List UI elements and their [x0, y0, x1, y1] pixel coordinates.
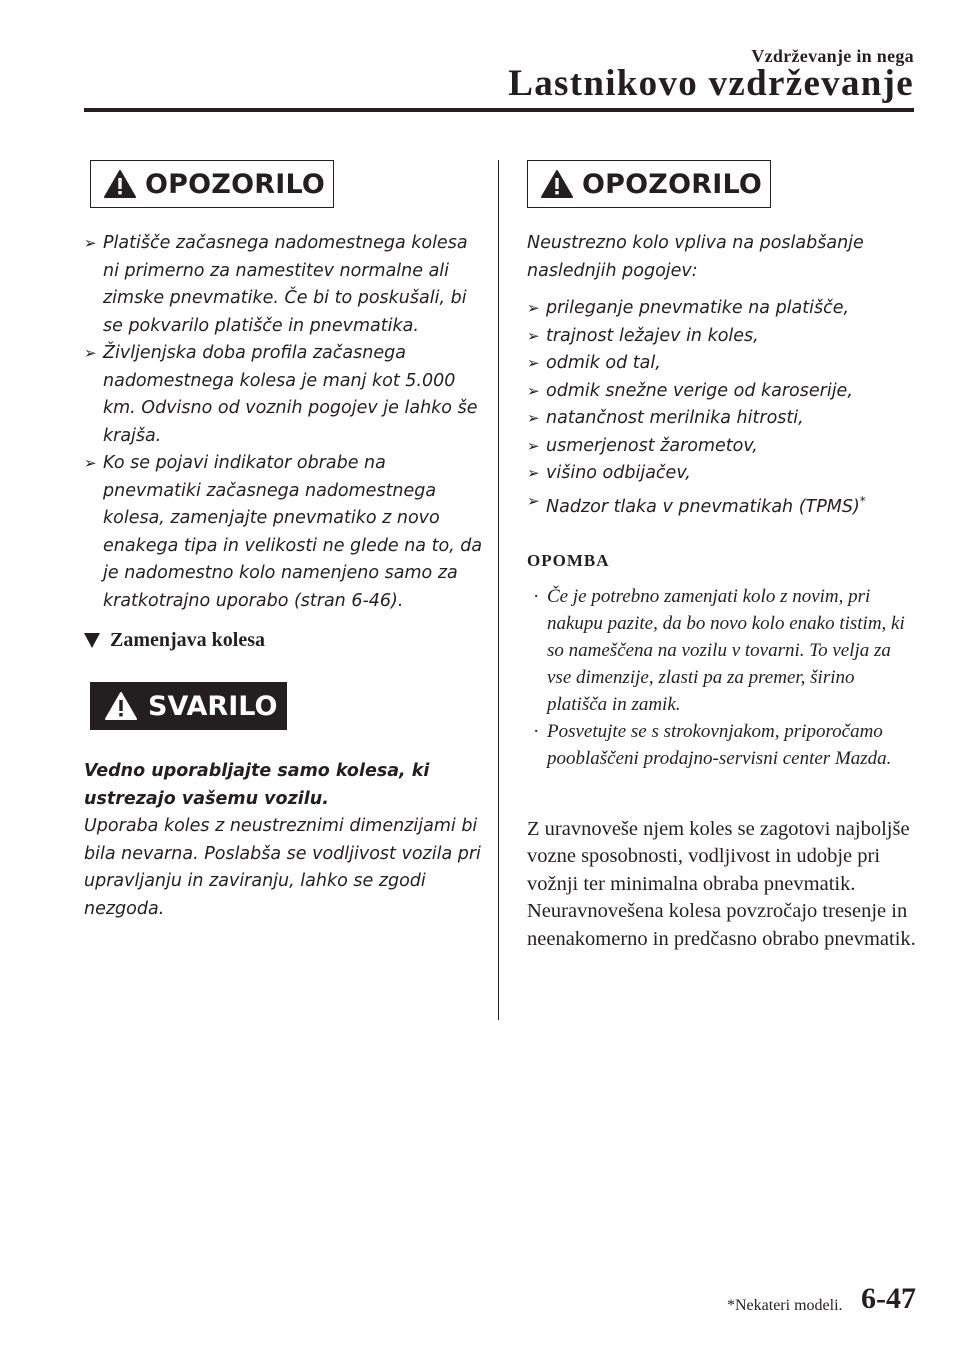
- note-item: · Posvetujte se s strokovnjakom, priporočamo pooblaščeni prodajno-servisni center Mazda.: [527, 718, 917, 772]
- warning-list: [84, 230, 484, 615]
- warning-triangle-icon: [103, 169, 137, 199]
- warning-triangle-icon: [540, 169, 574, 199]
- list-item: ➢ Ko se pojavi indikator obrabe na pnevmatiki začasnega nadomestnega kolesa, zamenjajte pnevmatiko z novo enakega tipa in velikosti ne glede na to, da je nadomestno kolo namenjeno samo za kratkotrajno uporabo (stran 6-46).: [84, 450, 484, 615]
- header-rule: [84, 108, 914, 112]
- arrow-bullet-icon: ➢: [527, 409, 540, 427]
- warning-box: [90, 160, 334, 208]
- arrow-bullet-icon: ➢: [527, 381, 540, 400]
- note-item: · Če je potrebno zamenjati kolo z novim, pri nakupu pazite, da bo novo kolo enako tistim, ki so nameščena na vozilu v tovarni. To velja za vse dimenzije, zlasti pa za premer, širino platišča in zamik.: [527, 583, 917, 718]
- header-subtitle: Vzdrževanje in nega: [751, 46, 914, 66]
- list-item: ➢ Nadzor tlaka v pnevmatikah (TPMS)*: [527, 488, 917, 521]
- danger-bold-text: Vedno uporabljajte samo kolesa, ki ustrezajo vašemu vozilu.: [84, 761, 430, 809]
- arrow-bullet-icon: ➢: [84, 234, 97, 252]
- section-title: Zamenjava kolesa: [110, 629, 265, 651]
- left-column: [84, 160, 484, 923]
- conditions-list: [527, 295, 917, 521]
- warning-label: OPOZORILO: [145, 168, 326, 200]
- list-item: ➢ trajnost ležajev in koles,: [527, 323, 917, 351]
- list-item: ➢ odmik od tal,: [527, 350, 917, 378]
- arrow-bullet-icon: ➢: [527, 491, 540, 510]
- column-divider: [498, 160, 499, 1020]
- list-item: ➢ odmik snežne verige od karoserije,: [527, 378, 917, 406]
- list-item: ➢ Platišče začasnega nadomestnega kolesa ni primerno za namestitev normalne ali zimske pnevmatike. Če bi to poskušali, bi se pokvarilo platišče in pnevmatika.: [84, 230, 484, 340]
- down-triangle-icon: [84, 633, 100, 648]
- arrow-bullet-icon: ➢: [527, 326, 540, 345]
- note-title: OPOMBA: [527, 550, 610, 570]
- warning-label: OPOZORILO: [582, 168, 763, 200]
- arrow-bullet-icon: ➢: [527, 354, 540, 372]
- dot-bullet-icon: ·: [533, 720, 540, 742]
- list-item: ➢ Življenjska doba profila začasnega nadomestnega kolesa je manj kot 5.000 km. Odvisno od voznih pogojev je lahko še krajša.: [84, 340, 484, 450]
- arrow-bullet-icon: ➢: [527, 299, 540, 317]
- list-item: ➢ prileganje pnevmatike na platišče,: [527, 295, 917, 323]
- arrow-bullet-icon: ➢: [84, 454, 97, 472]
- list-item: ➢ višino odbijačev,: [527, 460, 917, 488]
- asterisk-mark: *: [859, 493, 866, 508]
- danger-text: Uporaba koles z neustreznimi dimenzijami bi bila nevarna. Poslabša se vodljivost vozila pri upravljanju in zaviranju, lahko se zgodi nezgoda.: [84, 816, 481, 919]
- note-list: [527, 583, 917, 772]
- arrow-bullet-icon: ➢: [84, 344, 97, 362]
- list-item: ➢ natančnost merilnika hitrosti,: [527, 405, 917, 433]
- danger-triangle-icon: [104, 691, 138, 721]
- list-item: ➢ usmerjenost žarometov,: [527, 433, 917, 461]
- right-column: [527, 160, 917, 953]
- arrow-bullet-icon: ➢: [527, 464, 540, 482]
- page-number: 6-47: [861, 1282, 916, 1315]
- page-title: Lastnikovo vzdrževanje: [508, 63, 914, 104]
- warning-box: [527, 160, 771, 208]
- footer-note: *Nekateri modeli.: [727, 1297, 843, 1314]
- danger-box: [90, 682, 287, 730]
- section-heading: [84, 629, 484, 652]
- danger-label: SVARILO: [148, 690, 278, 722]
- arrow-bullet-icon: ➢: [527, 436, 540, 455]
- warning-intro: Neustrezno kolo vpliva na poslabšanje naslednjih pogojev:: [527, 233, 864, 281]
- dot-bullet-icon: ·: [533, 585, 540, 607]
- body-paragraph: Z uravnoveše njem koles se zagotovi najboljše vozne sposobnosti, vodljivost in udobje pri vožnji ter minimalna obraba pnevmatik. Neuravnovešena kolesa povzročajo tresenje in neenakomerno in predčasno obrabo pnevmatik.: [527, 817, 916, 950]
